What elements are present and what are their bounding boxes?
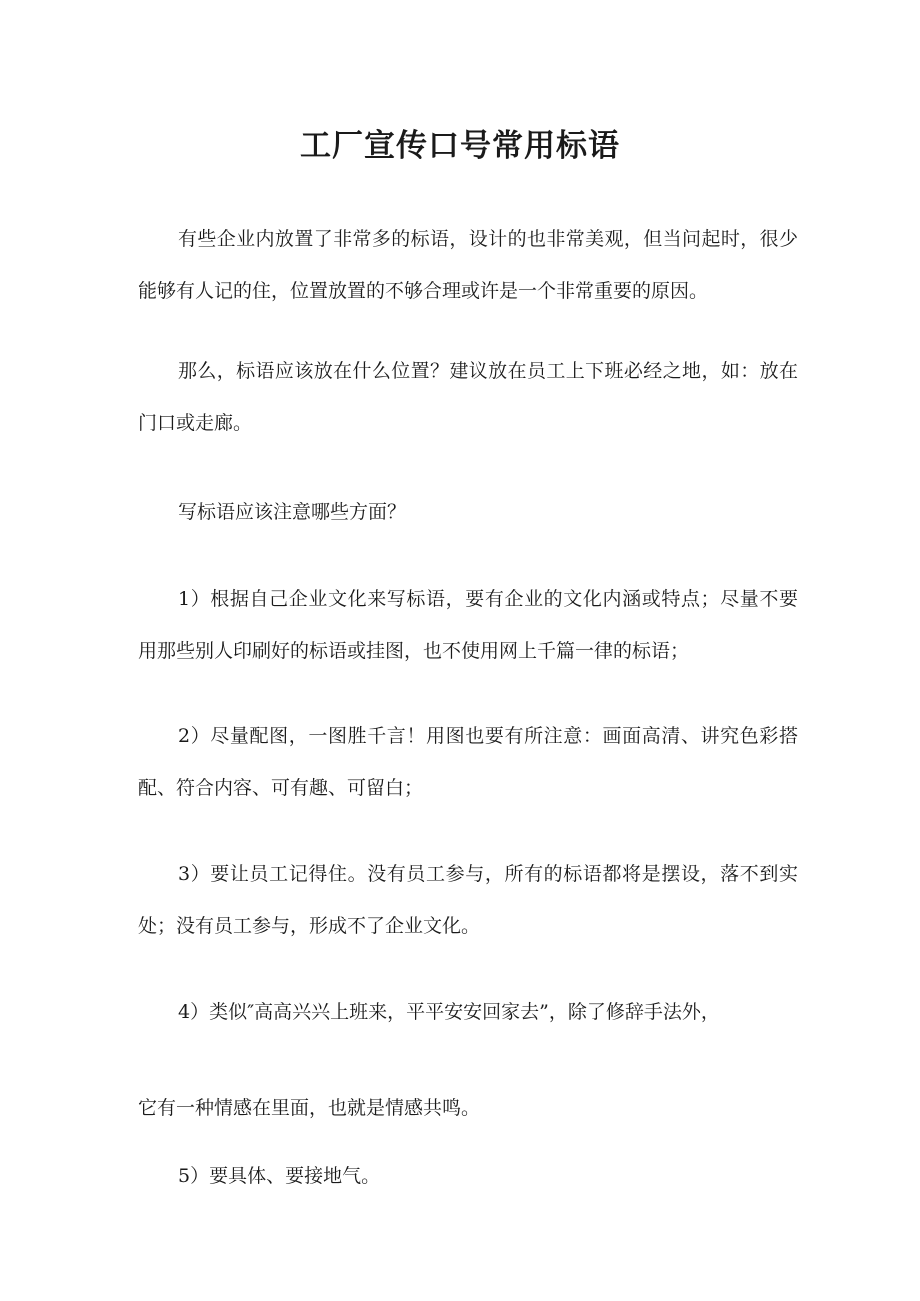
- paragraph-point-5: 5）要具体、要接地气。: [178, 1165, 381, 1187]
- paragraph-point-1: 1）根据自己企业文化来写标语，要有企业的文化内涵或特点；尽量不要用那些别人印刷好的标语或挂图，也不使用网上千篇一律的标语；: [138, 588, 798, 662]
- paragraph-point-4: 4）类似″高高兴兴上班来，平平安安回家去”，除了修辞手法外，: [178, 1001, 720, 1023]
- paragraph-question: 写标语应该注意哪些方面？: [178, 501, 407, 523]
- paragraph-placement: 那么，标语应该放在什么位置？建议放在员工上下班必经之地，如：放在门口或走廊。: [138, 360, 798, 434]
- paragraph-intro: 有些企业内放置了非常多的标语，设计的也非常美观，但当问起时，很少能够有人记的住，位置放置的不够合理或许是一个非常重要的原因。: [138, 228, 798, 302]
- paragraph-point-4-continued: 它有一种情感在里面，也就是情感共鸣。: [138, 1097, 481, 1119]
- paragraph-point-2: 2）尽量配图，一图胜千言！用图也要有所注意：画面高清、讲究色彩搭配、符合内容、可有趣、可留白；: [138, 725, 798, 799]
- paragraph-point-3: 3）要让员工记得住。没有员工参与，所有的标语都将是摆设，落不到实处；没有员工参与，形成不了企业文化。: [138, 863, 798, 937]
- document-title: 工厂宣传口号常用标语: [300, 128, 620, 164]
